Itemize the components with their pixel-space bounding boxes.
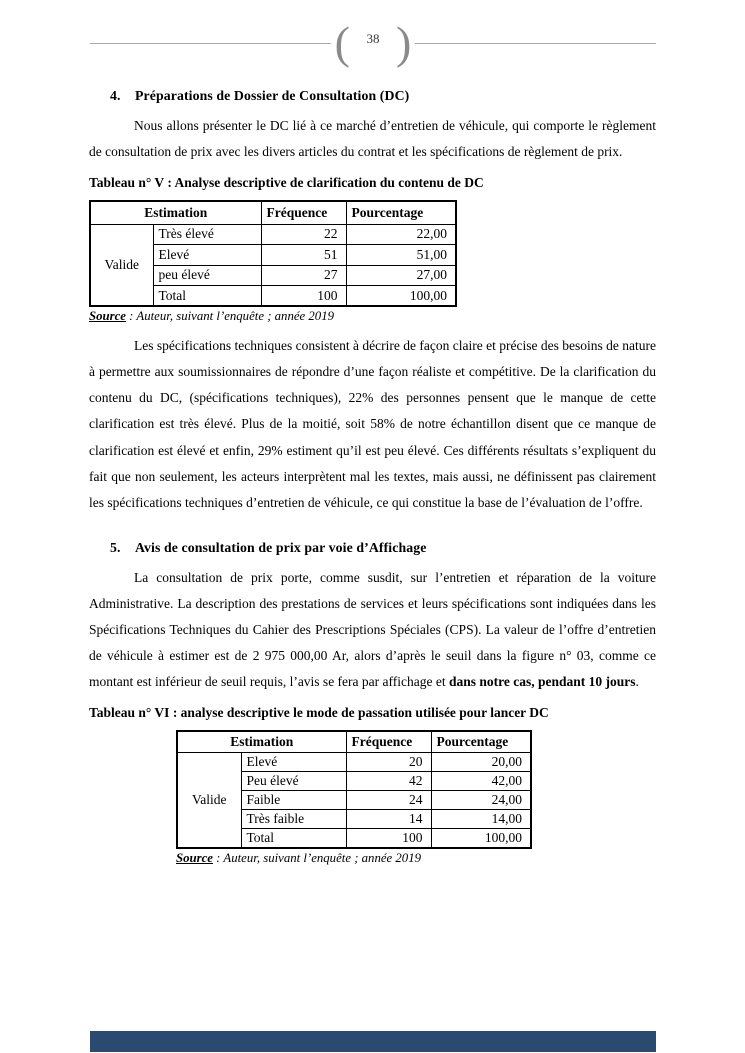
table-5-caption: Tableau n° V : Analyse descriptive de clarification du contenu de DC [89,175,484,191]
percentage-cell: 22,00 [346,224,456,245]
table-5-source [89,309,656,324]
column-header-frequence: Fréquence [346,731,431,752]
table-6-caption: Tableau n° VI : analyse descriptive le mode de passation utilisée pour lancer DC [89,705,549,721]
table-row [177,752,531,771]
percentage-cell: 42,00 [431,771,531,790]
section-5-title: Avis de consultation de prix par voie d’Affichage [135,539,427,555]
table-6-source [176,851,656,866]
label-cell: Peu élevé [241,771,346,790]
source-text: : Auteur, suivant l’enquête ; année 2019 [125,309,335,324]
percentage-cell: 27,00 [346,265,456,286]
table-5 [89,200,457,307]
column-header-pourcentage: Pourcentage [431,731,531,752]
section-4-title: Préparations de Dossier de Consultation (DC) [135,88,410,103]
frequency-cell: 42 [346,771,431,790]
frequency-cell: 100 [261,286,346,307]
frequency-cell: 100 [346,828,431,848]
source-label: Source [89,309,126,324]
analysis-paragraph: Les spécifications techniques consistent à décrire de façon claire et précise des besoins de nature à permettre aux soumissionnaires de répondre d’une façon réaliste et compétitive. De la clarification du contenu du DC, (spécifications techniques), 22% des personnes pensent que le manque de cette clarification est très élevé. Plus de la moitié, soit 58% de notre échantillon disent que ce manque de clarification est élevé et enfin, 29% estiment qu’il est peu élevé. Ces différents résultats s’expliquent du fait que non seulement, les acteurs interprètent mal les textes, mais aussi, ne définissent pas clairement les spécifications techniques d’entretien de véhicule, ce qui constitue la base de l’évaluation de l’offre. [89,338,656,510]
paragraph-text: La consultation de prix porte, comme susdit, sur l’entretien et réparation de la voiture Administrative. La description des prestations de services et leurs spécifications sont indiquées dans les Spécifications Techniques du Cahier des Prescriptions Spéciales (CPS). La valeur de l’offre d’entretien de véhicule à estimer est de 2 975 000,00 Ar, alors d’après le seuil dans la figure n° 03, comme ce montant est inférieur de seuil requis, l’avis se fera par affichage et [89,569,656,690]
column-header-estimation: Estimation [177,731,346,752]
percentage-cell: 100,00 [346,286,456,307]
label-cell: Très élevé [153,224,261,245]
footer-bar [90,1031,656,1052]
label-cell: peu élevé [153,265,261,286]
group-label-cell: Valide [90,224,153,306]
frequency-cell: 20 [346,752,431,771]
section-4-heading [89,88,656,104]
source-label: Source [176,850,213,865]
table-5-header-row [90,201,456,224]
percentage-cell: 14,00 [431,809,531,828]
left-bracket-icon: ( [334,17,350,68]
source-text: : Auteur, suivant l’enquête ; année 2019 [212,850,422,865]
percentage-cell: 20,00 [431,752,531,771]
section-4-paragraph: Nous allons présenter le DC lié à ce marché d’entretien de véhicule, qui comporte le règlement de consultation de prix avec les divers articles du contrat et les spécifications de règlement de prix. [89,118,656,160]
column-header-frequence: Fréquence [261,201,346,224]
bold-phrase: dans notre cas, pendant 10 jours [448,674,636,690]
frequency-cell: 22 [261,224,346,245]
header-rule-right [415,43,656,44]
header-rule-left [90,43,331,44]
percentage-cell: 24,00 [431,790,531,809]
frequency-cell: 14 [346,809,431,828]
section-5-heading [89,540,656,556]
group-label-cell: Valide [177,752,241,848]
section-5-paragraph [89,565,656,695]
right-bracket-icon: ) [396,17,412,68]
table-6-header-row [177,731,531,752]
section-5-number: 5. [110,539,121,555]
section-4-number: 4. [110,88,121,103]
column-header-pourcentage: Pourcentage [346,201,456,224]
label-cell: Elevé [153,245,261,266]
frequency-cell: 27 [261,265,346,286]
label-cell: Très faible [241,809,346,828]
label-cell: Total [241,828,346,848]
table-6 [176,730,532,849]
frequency-cell: 51 [261,245,346,266]
label-cell: Total [153,286,261,307]
page-number-band [90,17,656,68]
percentage-cell: 100,00 [431,828,531,848]
column-header-estimation: Estimation [90,201,261,224]
paragraph-text: . [635,674,639,690]
table-row [90,224,456,245]
percentage-cell: 51,00 [346,245,456,266]
label-cell: Elevé [241,752,346,771]
page-number: 38 [366,31,380,46]
frequency-cell: 24 [346,790,431,809]
label-cell: Faible [241,790,346,809]
page-content [89,88,656,866]
